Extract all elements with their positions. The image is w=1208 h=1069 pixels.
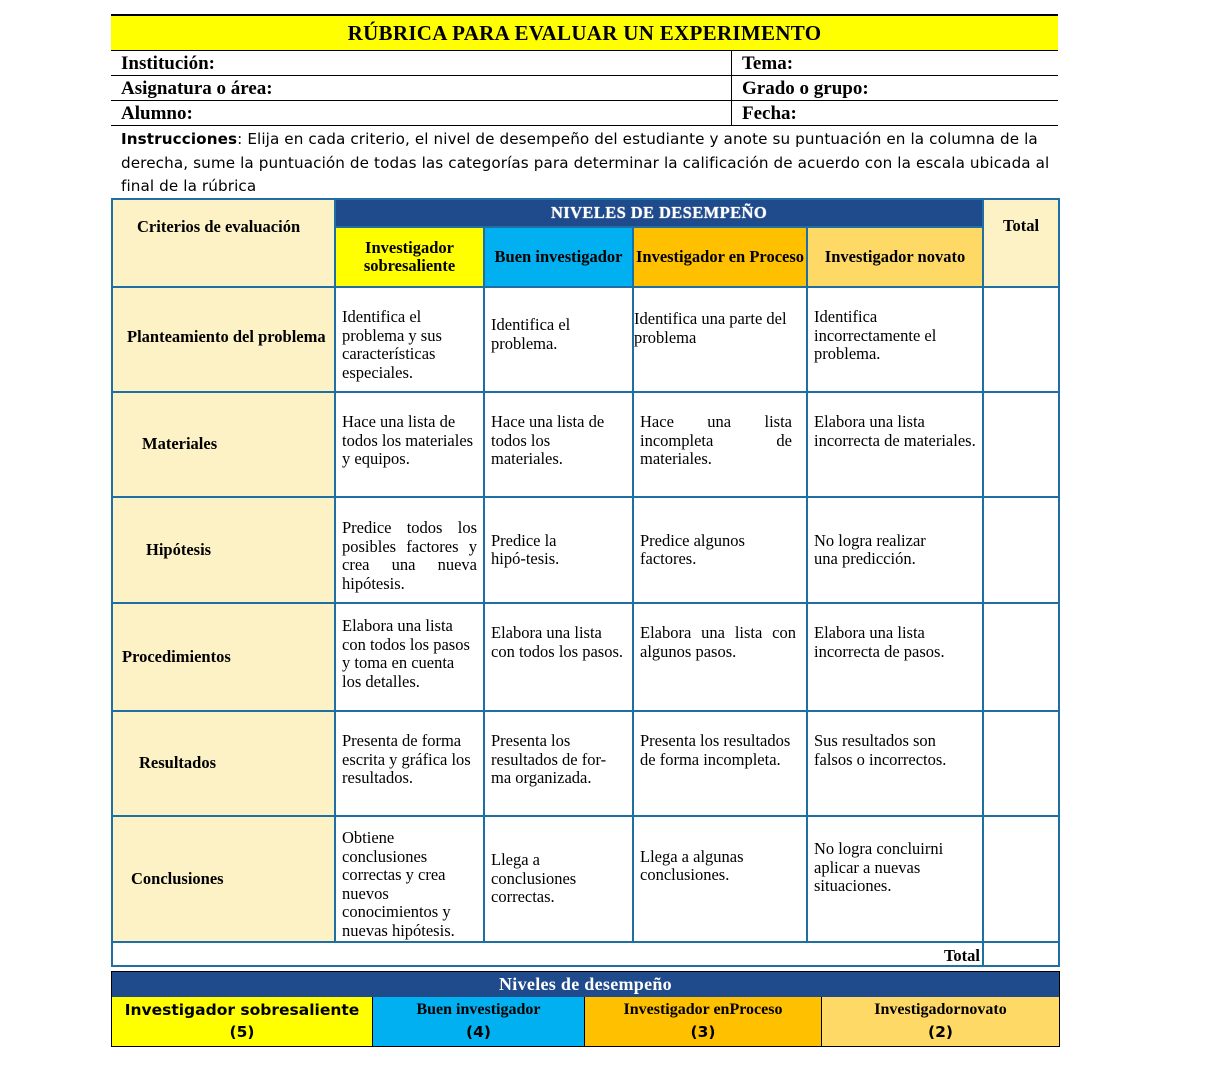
rubric-cell: Predice todos los posibles factores y crea una nueva hipótesis. — [335, 497, 484, 603]
instructions — [111, 126, 1058, 202]
rubric-cell: Elabora una lista con todos los pasos. — [484, 603, 633, 711]
alumno-field: Alumno: — [121, 103, 193, 124]
rubric-cell: Identifica incorrectamente el problema. — [807, 287, 983, 392]
info-row-1 — [111, 51, 1058, 76]
rubric-cell: Llega a conclusiones correctas. — [484, 816, 633, 942]
scale-points: (5) — [229, 1023, 255, 1041]
performance-scale — [111, 971, 1060, 1047]
table-row — [112, 392, 1059, 497]
rubric-table — [111, 198, 1060, 967]
tema-field: Tema: — [742, 53, 794, 74]
level-header-sobresaliente: Investigador sobresaliente — [335, 227, 484, 287]
scale-points: (3) — [690, 1023, 716, 1041]
criterion-planteamiento: Planteamiento del problema — [112, 287, 335, 392]
score-cell[interactable] — [983, 497, 1059, 603]
level-header-buen: Buen investigador — [484, 227, 633, 287]
criterion-conclusiones: Conclusiones — [112, 816, 335, 942]
fecha-field: Fecha: — [742, 103, 797, 124]
rubric-cell: Predice algunos factores. — [633, 497, 807, 603]
table-row — [112, 287, 1059, 392]
institucion-field: Institución: — [121, 53, 215, 74]
title-text: RÚBRICA PARA EVALUAR UN EXPERIMENTO — [347, 20, 822, 45]
score-cell[interactable] — [983, 711, 1059, 816]
rubric-cell: Elabora una lista incorrecta de materiales. — [807, 392, 983, 497]
score-cell[interactable] — [983, 392, 1059, 497]
table-row — [112, 711, 1059, 816]
scale-header: Niveles de desempeño — [112, 972, 1059, 997]
criterion-hipotesis: Hipótesis — [112, 497, 335, 603]
scale-item-sobresaliente — [112, 997, 373, 1046]
info-row-3 — [111, 101, 1058, 126]
rubric-cell: Identifica el problema y sus características especiales. — [335, 287, 484, 392]
asignatura-field: Asignatura o área: — [121, 78, 273, 99]
scale-label: Buen investigador — [416, 1001, 541, 1018]
levels-header: NIVELES DE DESEMPEÑO — [335, 199, 983, 227]
rubric-cell: No logra concluirni aplicar a nuevas situaciones. — [807, 816, 983, 942]
rubric-cell: Llega a algunas conclusiones. — [633, 816, 807, 942]
total-header: Total — [983, 199, 1059, 287]
rubric-document — [111, 14, 1058, 202]
rubric-cell: Hace una lista incompleta de materiales. — [633, 392, 807, 497]
table-row — [112, 816, 1059, 942]
scale-label: Investigador enProceso — [623, 1001, 783, 1018]
criteria-header: Criterios de evaluación — [112, 199, 335, 287]
scale-item-novato — [822, 997, 1059, 1046]
rubric-cell: Presenta de forma escrita y gráfica los resultados. — [335, 711, 484, 816]
instructions-text: : Elija en cada criterio, el nivel de desempeño del estudiante y anote su puntuación en la columna de la derecha, sume la puntuación de todas las categorías para determinar la calificación de acuerdo con la escala ubicada al final de la rúbrica — [121, 130, 1050, 195]
rubric-cell: Predice la hipó-tesis. — [484, 497, 633, 603]
criterion-procedimientos: Procedimientos — [112, 603, 335, 711]
scale-points: (2) — [928, 1023, 953, 1041]
rubric-cell: Presenta los resultados de forma incompleta. — [633, 711, 807, 816]
scale-row — [112, 997, 1059, 1046]
rubric-cell: Elabora una lista con algunos pasos. — [633, 603, 807, 711]
total-score-cell[interactable] — [983, 942, 1059, 966]
scale-label: Investigadornovato — [874, 1001, 1007, 1018]
rubric-cell: Identifica una parte del problema — [633, 287, 807, 392]
table-row — [112, 497, 1059, 603]
rubric-cell: Elabora una lista incorrecta de pasos. — [807, 603, 983, 711]
total-label: Total — [112, 942, 983, 966]
table-row — [112, 603, 1059, 711]
rubric-cell: No logra realizar una predicción. — [807, 497, 983, 603]
rubric-cell: Obtiene conclusiones correctas y crea nuevos conocimientos y nuevas hipótesis. — [335, 816, 484, 942]
rubric-cell: Elabora una lista con todos los pasos y toma en cuenta los detalles. — [335, 603, 484, 711]
instructions-label: Instrucciones — [121, 130, 238, 148]
level-header-novato: Investigador novato — [807, 227, 983, 287]
document-title — [111, 14, 1058, 51]
rubric-cell: Presenta los resultados de for-ma organizada. — [484, 711, 633, 816]
rubric-cell: Identifica el problema. — [484, 287, 633, 392]
info-row-2 — [111, 76, 1058, 101]
scale-item-proceso — [585, 997, 822, 1046]
scale-points: (4) — [466, 1023, 491, 1041]
rubric-cell: Hace una lista de todos los materiales. — [484, 392, 633, 497]
level-header-proceso: Investigador en Proceso — [633, 227, 807, 287]
score-cell[interactable] — [983, 816, 1059, 942]
rubric-cell: Hace una lista de todos los materiales y equipos. — [335, 392, 484, 497]
rubric-cell: Sus resultados son falsos o incorrectos. — [807, 711, 983, 816]
criterion-resultados: Resultados — [112, 711, 335, 816]
total-row — [112, 942, 1059, 966]
score-cell[interactable] — [983, 603, 1059, 711]
criterion-materiales: Materiales — [112, 392, 335, 497]
grado-field: Grado o grupo: — [742, 78, 869, 99]
score-cell[interactable] — [983, 287, 1059, 392]
scale-item-buen — [373, 997, 585, 1046]
scale-label: Investigador sobresaliente — [124, 1001, 360, 1019]
